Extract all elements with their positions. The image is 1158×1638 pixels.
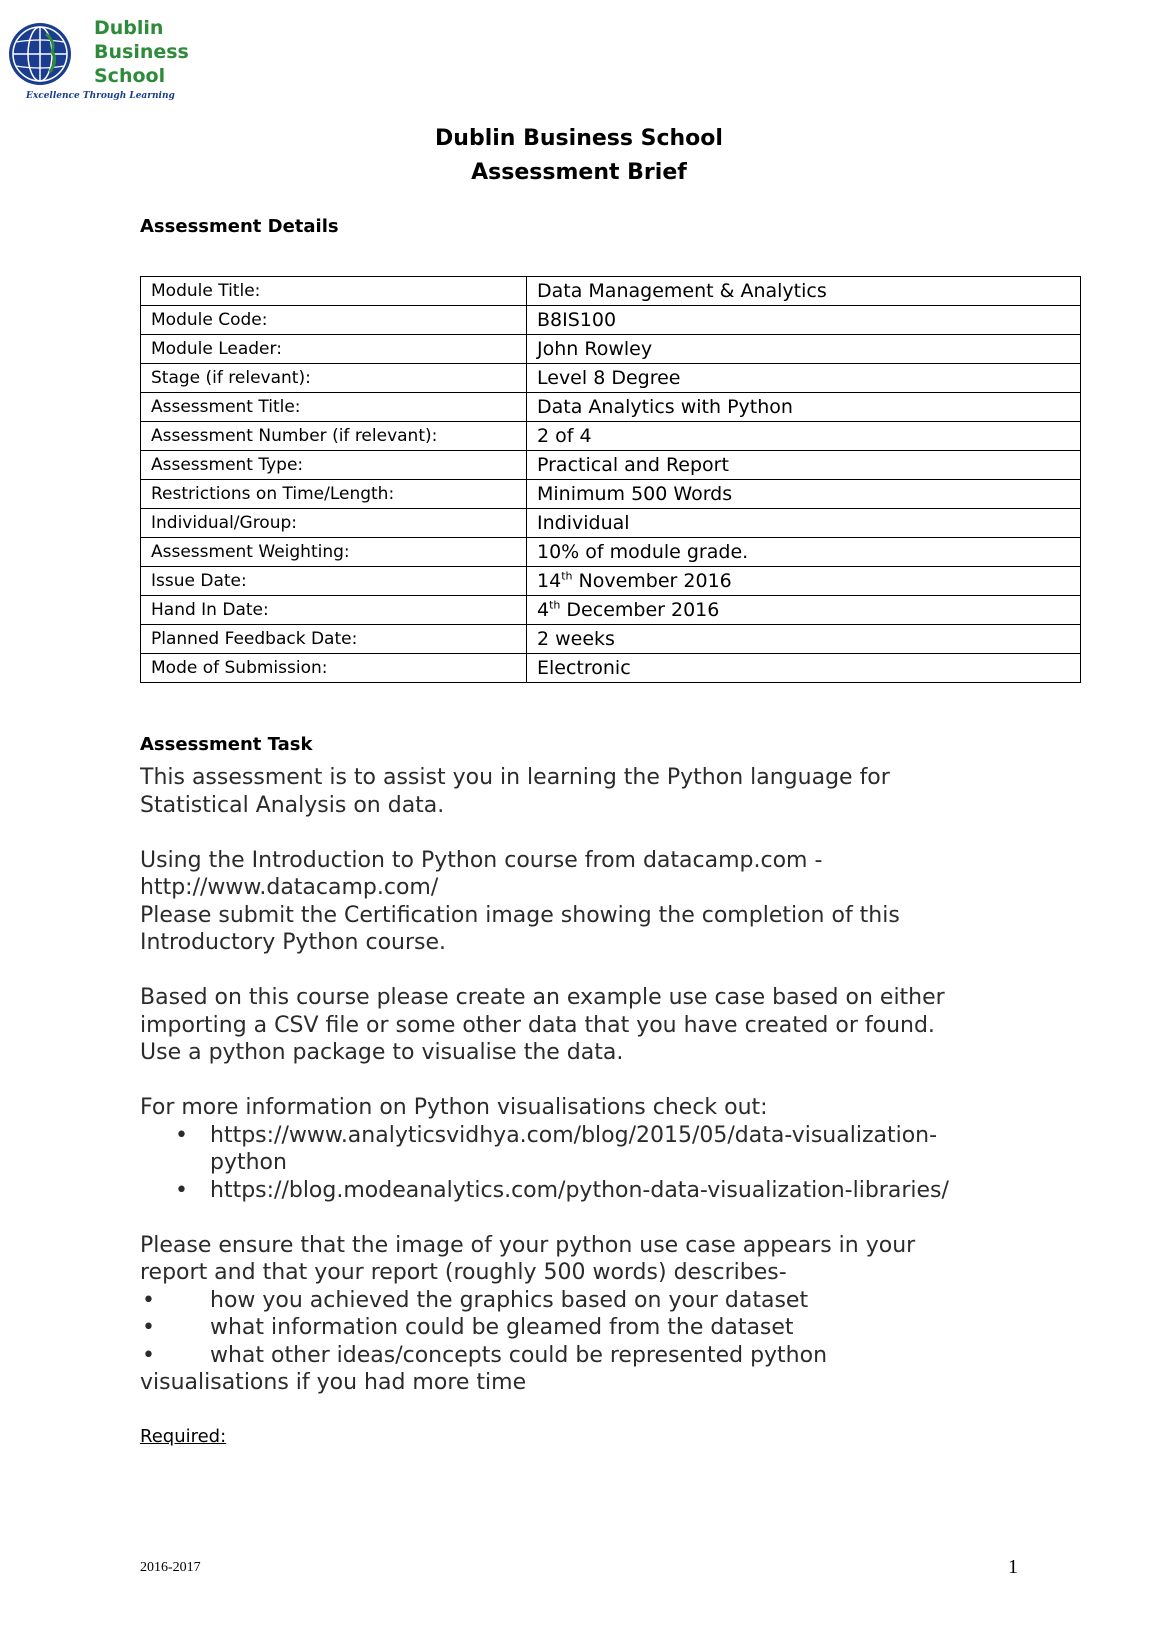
list-item-text: what other ideas/concepts could be represented python (210, 1342, 828, 1368)
assessment-task-body (140, 764, 1040, 1397)
assessment-details-table (140, 276, 1081, 683)
row-value: Electronic (527, 654, 1081, 683)
row-label: Hand In Date: (141, 596, 527, 625)
row-label: Mode of Submission: (141, 654, 527, 683)
assessment-task-heading: Assessment Task (140, 734, 313, 755)
logo-line-1: Dublin (94, 17, 164, 39)
text-line: report and that your report (roughly 500 words) describes- (140, 1260, 787, 1285)
datacamp-link[interactable]: http://www.datacamp.com/ (140, 875, 439, 900)
row-value: Individual (527, 509, 1081, 538)
row-value: 2 weeks (527, 625, 1081, 654)
row-label: Assessment Number (if relevant): (141, 422, 527, 451)
task-paragraph: For more information on Python visualisations check out: (140, 1095, 768, 1120)
row-value: B8IS100 (527, 306, 1081, 335)
logo-wordmark (94, 16, 189, 88)
list-item-text: what information could be gleamed from the dataset (210, 1315, 794, 1340)
required-heading: Required: (140, 1426, 227, 1447)
text-line: Based on this course please create an example use case based on either (140, 985, 945, 1010)
bullet-icon: • (142, 1315, 155, 1340)
row-value: Practical and Report (527, 451, 1081, 480)
report-requirements-list (140, 1287, 1040, 1370)
list-item (140, 1122, 1040, 1177)
table-row (141, 654, 1081, 683)
table-row (141, 277, 1081, 306)
row-label: Individual/Group: (141, 509, 527, 538)
row-value: 2 of 4 (527, 422, 1081, 451)
list-item (140, 1287, 1040, 1315)
row-label: Assessment Weighting: (141, 538, 527, 567)
table-row (141, 451, 1081, 480)
row-label: Restrictions on Time/Length: (141, 480, 527, 509)
table-row (141, 538, 1081, 567)
date-day: 14 (537, 570, 562, 592)
task-paragraph (140, 847, 1040, 957)
row-label: Module Code: (141, 306, 527, 335)
task-paragraph (140, 1232, 1040, 1287)
list-item (140, 1314, 1040, 1342)
bullet-icon: • (175, 1177, 188, 1203)
date-day: 4 (537, 599, 550, 621)
text-line: Statistical Analysis on data. (140, 792, 445, 818)
row-label: Module Leader: (141, 335, 527, 364)
row-label: Assessment Type: (141, 451, 527, 480)
text-line: Introductory Python course. (140, 930, 447, 955)
resource-link-list (140, 1122, 1040, 1205)
table-row (141, 625, 1081, 654)
text-line: Please submit the Certification image showing the completion of this (140, 902, 900, 928)
document-subtitle: Assessment Brief (471, 160, 687, 185)
row-label: Module Title: (141, 277, 527, 306)
row-value (527, 596, 1081, 625)
row-value: Data Analytics with Python (527, 393, 1081, 422)
school-logo (6, 14, 196, 104)
row-label: Planned Feedback Date: (141, 625, 527, 654)
analyticsvidhya-link[interactable]: https://www.analyticsvidhya.com/blog/2015/05/data-visualization- python (210, 1122, 938, 1175)
table-row (141, 480, 1081, 509)
row-label: Issue Date: (141, 567, 527, 596)
logo-line-3: School (94, 65, 166, 87)
table-row (141, 422, 1081, 451)
table-row (141, 393, 1081, 422)
logo-line-2: Business (94, 41, 189, 63)
task-paragraph (140, 984, 1040, 1067)
text-line: This assessment is to assist you in learning the Python language for (140, 765, 890, 790)
assessment-details-heading: Assessment Details (140, 216, 339, 237)
task-paragraph (140, 764, 1040, 819)
table-row (141, 306, 1081, 335)
page-number: 1 (1008, 1556, 1018, 1578)
row-value: Data Management & Analytics (527, 277, 1081, 306)
table-row (141, 364, 1081, 393)
text-line: importing a CSV file or some other data that you have created or found. (140, 1012, 935, 1038)
list-item (140, 1342, 1040, 1370)
bullet-icon: • (175, 1122, 188, 1148)
list-item (140, 1177, 1040, 1205)
document-title: Dublin Business School (435, 126, 723, 151)
row-value (527, 567, 1081, 596)
date-ordinal: th (561, 569, 573, 583)
modeanalytics-link[interactable]: https://blog.modeanalytics.com/python-data-visualization-libraries/ (210, 1177, 949, 1203)
date-rest: December 2016 (560, 599, 720, 621)
row-value: John Rowley (527, 335, 1081, 364)
globe-icon (6, 20, 74, 88)
table-row (141, 509, 1081, 538)
bullet-icon: • (142, 1342, 155, 1368)
text-line: Please ensure that the image of your python use case appears in your (140, 1232, 916, 1258)
footer-academic-year: 2016-2017 (140, 1560, 201, 1575)
table-row (141, 596, 1081, 625)
row-value: Minimum 500 Words (527, 480, 1081, 509)
table-row (141, 335, 1081, 364)
bullet-icon: • (142, 1287, 155, 1313)
row-label: Stage (if relevant): (141, 364, 527, 393)
logo-tagline: Excellence Through Learning (26, 91, 175, 101)
table-row (141, 567, 1081, 596)
task-paragraph-tail: visualisations if you had more time (140, 1370, 527, 1395)
row-value: Level 8 Degree (527, 364, 1081, 393)
list-item-text: how you achieved the graphics based on your dataset (210, 1287, 809, 1313)
text-line: Using the Introduction to Python course from datacamp.com - (140, 847, 823, 873)
text-line: Use a python package to visualise the data. (140, 1040, 624, 1065)
row-value: 10% of module grade. (527, 538, 1081, 567)
row-label: Assessment Title: (141, 393, 527, 422)
date-rest: November 2016 (572, 570, 732, 592)
date-ordinal: th (549, 598, 561, 612)
